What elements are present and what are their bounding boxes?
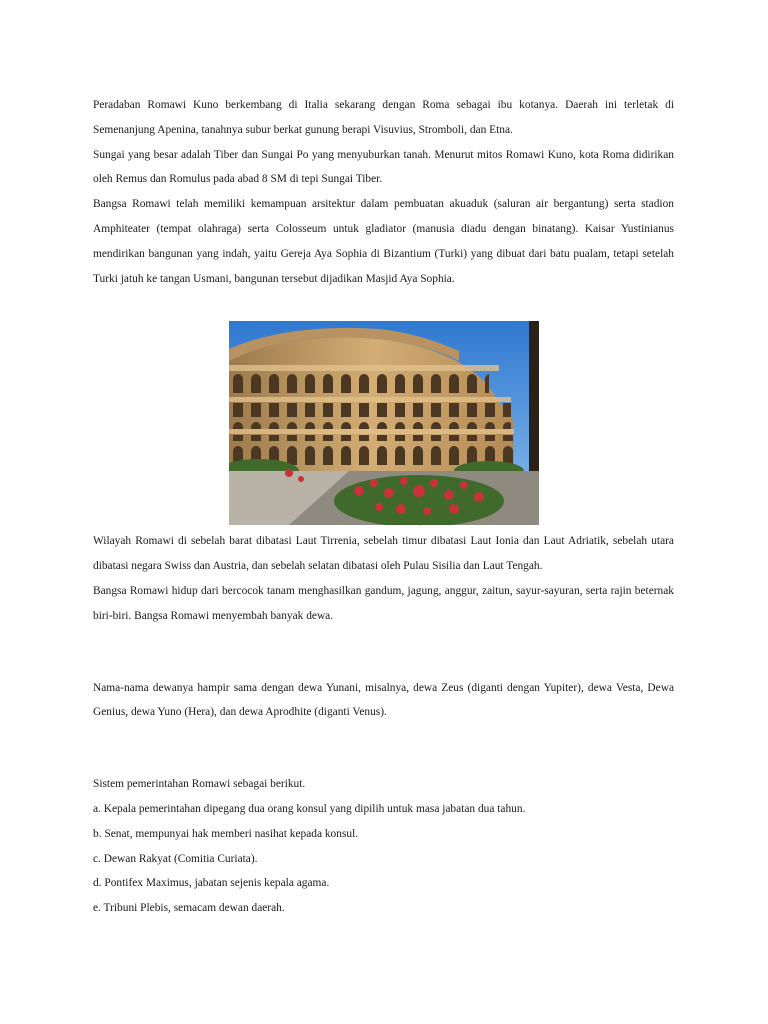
paragraph-architecture: Bangsa Romawi telah memiliki kemampuan arsitektur dalam pembuatan akuaduk (saluran air bergantung) serta stadion Amphiteater (tempat olahraga) serta Colosseum untuk gladiator (manusia diadu dengan binatang). Kaisar Yustinianus mendirikan bangunan yang indah, yaitu Gereja Aya Sophia di Bizantium (Turki) yang dibuat dari batu pualam, tetapi setelah Turki jatuh ke tangan Usmani, bangunan tersebut dijadikan Masjid Aya Sophia.	[93, 198, 674, 285]
paragraph-livelihood: Bangsa Romawi hidup dari bercocok tanam menghasilkan gandum, jagung, anggur, zaitun, sayur-sayuran, serta rajin beternak biri-biri. Bangsa Romawi menyembah banyak dewa.	[93, 584, 674, 622]
government-intro: Sistem pemerintahan Romawi sebagai berikut.	[93, 778, 306, 791]
government-item-c: c. Dewan Rakyat (Comitia Curiata).	[93, 852, 258, 865]
government-item-d: d. Pontifex Maximus, jabatan sejenis kepala agama.	[93, 877, 330, 890]
government-item-e: e. Tribuni Plebis, semacam dewan daerah.	[93, 902, 285, 915]
paragraph-borders: Wilayah Romawi di sebelah barat dibatasi Laut Tirrenia, sebelah timur dibatasi Laut Ionia dan Laut Adriatik, sebelah utara dibatasi negara Swiss dan Austria, dan sebelah selatan dibatasi oleh Pulau Sisilia dan Laut Tengah.	[93, 535, 674, 573]
government-item-a: a. Kepala pemerintahan dipegang dua orang konsul yang dipilih untuk masa jabatan dua tahun.	[93, 802, 526, 815]
government-item-b: b. Senat, mempunyai hak memberi nasihat kepada konsul.	[93, 827, 359, 840]
paragraph-rivers: Sungai yang besar adalah Tiber dan Sungai Po yang menyuburkan tanah. Menurut mitos Romawi Kuno, kota Roma didirikan oleh Remus dan Romulus pada abad 8 SM di tepi Sungai Tiber.	[93, 148, 674, 186]
document-body	[93, 93, 674, 921]
colosseum-photo	[229, 321, 539, 525]
paragraph-geography: Peradaban Romawi Kuno berkembang di Italia sekarang dengan Roma sebagai ibu kotanya. Daerah ini terletak di Semenanjung Apenina, tanahnya subur berkat gunung berapi Visuvius, Stromboli, dan Etna.	[93, 99, 674, 136]
paragraph-gods: Nama-nama dewanya hampir sama dengan dewa Yunani, misalnya, dewa Zeus (diganti dengan Yupiter), dewa Vesta, Dewa Genius, dewa Yuno (Hera), dan dewa Aprodhite (diganti Venus).	[93, 681, 674, 719]
colosseum-illustration	[229, 321, 539, 525]
